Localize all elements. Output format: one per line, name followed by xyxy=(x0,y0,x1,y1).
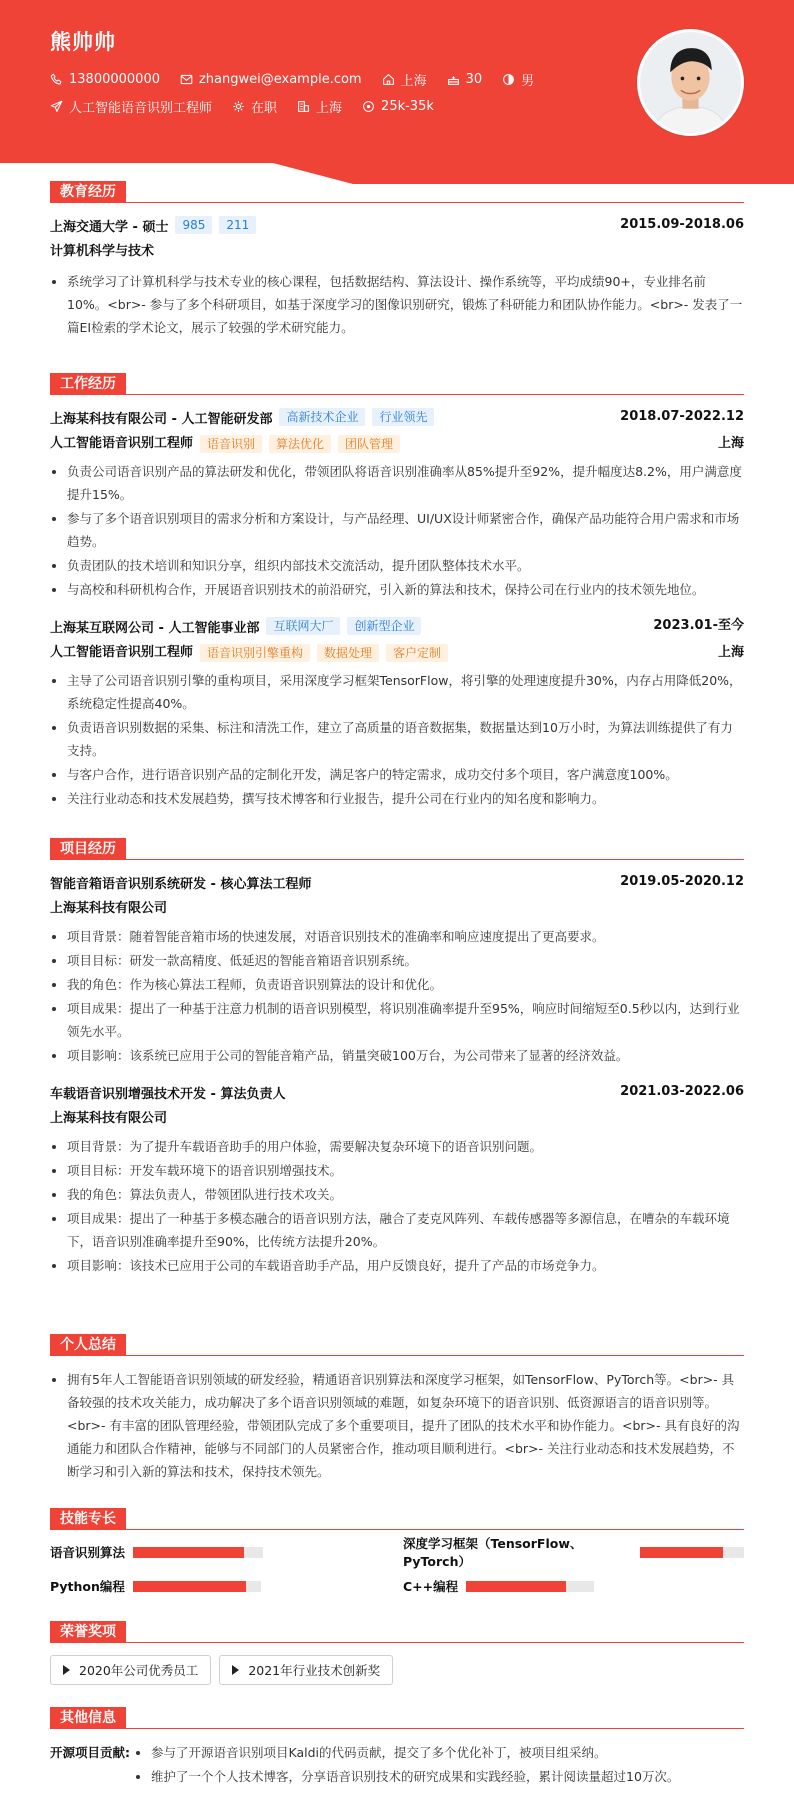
list-item: 与客户合作，进行语音识别产品的定制化开发，满足客户的特定需求，成功交付多个项目，客户满意度100%。 xyxy=(50,763,744,786)
skill-bar xyxy=(133,1547,263,1558)
role-tag: 团队管理 xyxy=(338,435,400,453)
award-label: 2021年行业技术创新奖 xyxy=(248,1663,381,1678)
award-label: 2020年公司优秀员工 xyxy=(79,1663,199,1678)
skill-name: C++编程 xyxy=(403,1579,459,1594)
awards-section xyxy=(50,1621,744,1685)
project-company-row xyxy=(50,899,744,919)
status-item xyxy=(232,97,277,116)
gear-icon xyxy=(232,100,245,113)
project-title-row xyxy=(50,872,744,892)
project-period: 2021.03-2022.06 xyxy=(620,1084,744,1099)
skill-bar xyxy=(640,1547,744,1558)
summary-bullets xyxy=(50,1368,744,1483)
skill-bar-fill xyxy=(133,1581,246,1592)
school-tag: 211 xyxy=(219,216,256,234)
list-item: 负责团队的技术培训和知识分享，组织内部技术交流活动，提升团队整体技术水平。 xyxy=(50,554,744,577)
home-icon xyxy=(382,73,395,86)
project-bullets xyxy=(50,1135,744,1277)
role-text: 人工智能语音识别工程师 xyxy=(50,436,194,451)
list-item: 我的角色：作为核心算法工程师，负责语音识别算法的设计和优化。 xyxy=(50,973,744,996)
education-section xyxy=(50,181,744,340)
section-divider xyxy=(50,859,744,860)
project-title: 车载语音识别增强技术开发 - 算法负责人 xyxy=(50,1086,286,1102)
company-tag: 互联网大厂 xyxy=(266,617,340,635)
list-item: 我的角色：算法负责人，带领团队进行技术攻关。 xyxy=(50,1183,744,1206)
section-divider xyxy=(50,1529,744,1530)
work-company-row xyxy=(50,616,744,636)
section-title: 工作经历 xyxy=(50,373,126,395)
contact-row xyxy=(50,70,554,89)
cake-icon xyxy=(447,73,460,86)
projects-section xyxy=(50,838,744,1278)
list-item: 与高校和科研机构合作，开展语音识别技术的前沿研究，引入新的算法和技术，保持公司在行业内的技术领先地位。 xyxy=(50,578,744,601)
avatar xyxy=(637,29,744,136)
list-item: 项目背景：为了提升车载语音助手的用户体验，需要解决复杂环境下的语音识别问题。 xyxy=(50,1135,744,1158)
list-item: 参与了多个语音识别项目的需求分析和方案设计，与产品经理、UI/UX设计师紧密合作，确保产品功能符合用户需求和市场趋势。 xyxy=(50,507,744,553)
education-bullets xyxy=(50,270,744,339)
work-city: 上海 xyxy=(717,645,744,660)
project-company: 上海某科技有限公司 xyxy=(50,1111,168,1126)
projects-header xyxy=(50,838,744,860)
role-tag: 算法优化 xyxy=(269,435,331,453)
target-position-item xyxy=(50,97,212,116)
work-header xyxy=(50,373,744,395)
skill-bar-fill xyxy=(133,1547,244,1558)
list-item: 关注行业动态和技术发展趋势，撰写技术博客和行业报告，提升公司在行业内的知名度和影响力。 xyxy=(50,787,744,810)
work-role-row xyxy=(50,434,744,454)
work-period: 2018.07-2022.12 xyxy=(620,409,744,424)
project-title: 智能音箱语音识别系统研发 - 核心算法工程师 xyxy=(50,876,312,892)
section-divider xyxy=(50,1355,744,1356)
section-title: 教育经历 xyxy=(50,181,126,203)
other-header xyxy=(50,1707,744,1729)
skills-section xyxy=(50,1508,744,1606)
list-item: 项目成果：提出了一种基于多模态融合的语音识别方法，融合了麦克风阵列、车载传感器等多源信息，在嘈杂的车载环境下，语音识别准确率提升至90%，比传统方法提升20%。 xyxy=(50,1207,744,1253)
phone-item xyxy=(50,72,160,87)
school-tag: 985 xyxy=(175,216,212,234)
list-item: 参与了开源语音识别项目Kaldi的代码贡献，提交了多个优化补丁，被项目组采纳。 xyxy=(134,1741,744,1764)
list-item: 拥有5年人工智能语音识别领域的研发经验，精通语音识别算法和深度学习框架，如TensorFlow、PyTorch等。<br>- 具备较强的技术攻关能力，成功解决了多个语音识别领域的难题，如复杂环境下的语音识别、低资源语言的语音识别等。<br>- 有丰富的团队管理经验，带领团队完成了多个重要项目，提升了团队的技术水平和协作能力。<br>- 具有良好的沟通能力和团队合作精神，能够与不同部门的人员紧密合作，推动项目顺利进行。<br>- 关注行业动态和技术发展趋势，不断学习和引入新的算法和技术，保持技术领先。 xyxy=(50,1368,744,1483)
play-icon xyxy=(63,1665,70,1675)
section-divider xyxy=(50,394,744,395)
award-item xyxy=(219,1655,393,1685)
send-icon xyxy=(50,100,63,113)
skill-bar-fill xyxy=(466,1581,566,1592)
role-tag: 客户定制 xyxy=(386,644,448,662)
project-bullets xyxy=(50,925,744,1067)
education-period: 2015.09-2018.06 xyxy=(620,217,744,232)
role-tag: 数据处理 xyxy=(317,644,379,662)
skill-name: 深度学习框架（TensorFlow、PyTorch） xyxy=(403,1536,583,1569)
work-period: 2023.01-至今 xyxy=(653,618,744,633)
section-divider xyxy=(50,1642,744,1643)
list-item: 负责公司语音识别产品的算法研发和优化，带领团队将语音识别准确率从85%提升至92%，提升幅度达8.2%，用户满意度提升15%。 xyxy=(50,460,744,506)
other-bullets xyxy=(134,1741,744,1789)
coin-icon xyxy=(362,100,375,113)
section-divider xyxy=(50,202,744,203)
award-item xyxy=(50,1655,211,1685)
company-line: 上海某互联网公司 - 人工智能事业部 xyxy=(50,620,260,636)
skill-item xyxy=(50,1576,261,1596)
list-item: 项目成果：提出了一种基于注意力机制的语音识别模型，将识别准确率提升至95%，响应时间缩短至0.5秒以内，达到行业领先水平。 xyxy=(50,997,744,1043)
skill-name: Python编程 xyxy=(50,1579,125,1594)
gender-icon xyxy=(502,73,515,86)
skill-bar xyxy=(133,1581,261,1592)
location-value: 上海 xyxy=(400,74,427,89)
other-row xyxy=(50,1741,744,1789)
play-icon xyxy=(232,1665,239,1675)
role-text: 人工智能语音识别工程师 xyxy=(50,645,194,660)
education-school-row xyxy=(50,215,744,235)
list-item: 项目目标：开发车载环境下的语音识别增强技术。 xyxy=(50,1159,744,1182)
project-company: 上海某科技有限公司 xyxy=(50,901,168,916)
company-tag: 创新型企业 xyxy=(347,617,421,635)
section-divider xyxy=(50,1728,744,1729)
role-tag: 语音识别引擎重构 xyxy=(200,644,310,662)
email-value: zhangwei@example.com xyxy=(198,72,362,87)
summary-header xyxy=(50,1334,744,1356)
section-title: 个人总结 xyxy=(50,1334,126,1356)
list-item: 项目目标：研发一款高精度、低延迟的智能音箱语音识别系统。 xyxy=(50,949,744,972)
section-title: 荣誉奖项 xyxy=(50,1621,126,1643)
resume-header xyxy=(0,0,794,184)
skill-item xyxy=(50,1542,263,1562)
list-item: 项目影响：该系统已应用于公司的智能音箱产品，销量突破100万台，为公司带来了显著的经济效益。 xyxy=(50,1044,744,1067)
email-icon xyxy=(180,73,193,86)
other-label: 开源项目贡献: xyxy=(50,1745,130,1760)
location-item xyxy=(382,70,427,89)
skill-item xyxy=(403,1536,744,1569)
work-bullets xyxy=(50,669,744,810)
school-line: 上海交通大学 - 硕士 xyxy=(50,219,169,235)
phone-value: 13800000000 xyxy=(69,72,160,87)
skills-grid xyxy=(50,1536,744,1606)
age-value: 30 xyxy=(465,72,483,87)
skills-header xyxy=(50,1508,744,1530)
list-item: 系统学习了计算机科学与技术专业的核心课程，包括数据结构、算法设计、操作系统等，平均成绩90+，专业排名前10%。<br>- 参与了多个科研项目，如基于深度学习的图像识别研究，锻炼了科研能力和团队协作能力。<br>- 发表了一篇EI检索的学术论文，展示了较强的学术研究能力。 xyxy=(50,270,744,339)
candidate-name: 熊帅帅 xyxy=(50,30,116,54)
section-title: 技能专长 xyxy=(50,1508,126,1530)
salary-value: 25k-35k xyxy=(381,99,434,114)
work-bullets xyxy=(50,460,744,601)
phone-icon xyxy=(50,73,63,86)
work-city: 上海 xyxy=(717,436,744,451)
company-tag: 高新技术企业 xyxy=(279,408,365,426)
list-item: 项目背景：随着智能音箱市场的快速发展，对语音识别技术的准确率和响应速度提出了更高要求。 xyxy=(50,925,744,948)
age-item xyxy=(447,72,483,87)
salary-item xyxy=(362,99,434,114)
skill-bar-fill xyxy=(640,1547,724,1558)
awards-list xyxy=(50,1655,744,1685)
skill-item xyxy=(403,1576,594,1596)
status-value: 在职 xyxy=(251,101,278,116)
summary-section xyxy=(50,1334,744,1484)
company-tag: 行业领先 xyxy=(372,408,434,426)
list-item: 主导了公司语音识别引擎的重构项目，采用深度学习框架TensorFlow，将引擎的处理速度提升30%，内存占用降低20%，系统稳定性提高40%。 xyxy=(50,669,744,715)
work-section xyxy=(50,373,744,811)
major-text: 计算机科学与技术 xyxy=(50,244,155,259)
list-item: 维护了一个个人技术博客，分享语音识别技术的研究成果和实践经验，累计阅读量超过10万次。 xyxy=(134,1765,744,1788)
project-company-row xyxy=(50,1109,744,1129)
building-icon xyxy=(297,100,310,113)
role-tag: 语音识别 xyxy=(200,435,262,453)
list-item: 负责语音识别数据的采集、标注和清洗工作，建立了高质量的语音数据集，数据量达到10万小时，为算法训练提供了有力支持。 xyxy=(50,716,744,762)
education-header xyxy=(50,181,744,203)
other-section xyxy=(50,1707,744,1789)
project-period: 2019.05-2020.12 xyxy=(620,874,744,889)
project-title-row xyxy=(50,1082,744,1102)
target-city-value: 上海 xyxy=(316,101,343,116)
work-company-row xyxy=(50,407,744,427)
gender-item xyxy=(502,70,534,89)
work-role-row xyxy=(50,643,744,663)
avatar-photo xyxy=(640,32,741,133)
target-position-value: 人工智能语音识别工程师 xyxy=(69,101,213,116)
skill-bar xyxy=(466,1581,594,1592)
section-title: 项目经历 xyxy=(50,838,126,860)
skill-name: 语音识别算法 xyxy=(50,1545,126,1560)
email-item xyxy=(180,72,362,87)
education-major xyxy=(50,242,744,262)
awards-header xyxy=(50,1621,744,1643)
job-intention-row xyxy=(50,97,454,116)
list-item: 项目影响：该技术已应用于公司的车载语音助手产品，用户反馈良好，提升了产品的市场竞争力。 xyxy=(50,1254,744,1277)
section-title: 其他信息 xyxy=(50,1707,126,1729)
company-line: 上海某科技有限公司 - 人工智能研发部 xyxy=(50,411,273,427)
target-city-item xyxy=(297,97,342,116)
gender-value: 男 xyxy=(521,74,535,89)
